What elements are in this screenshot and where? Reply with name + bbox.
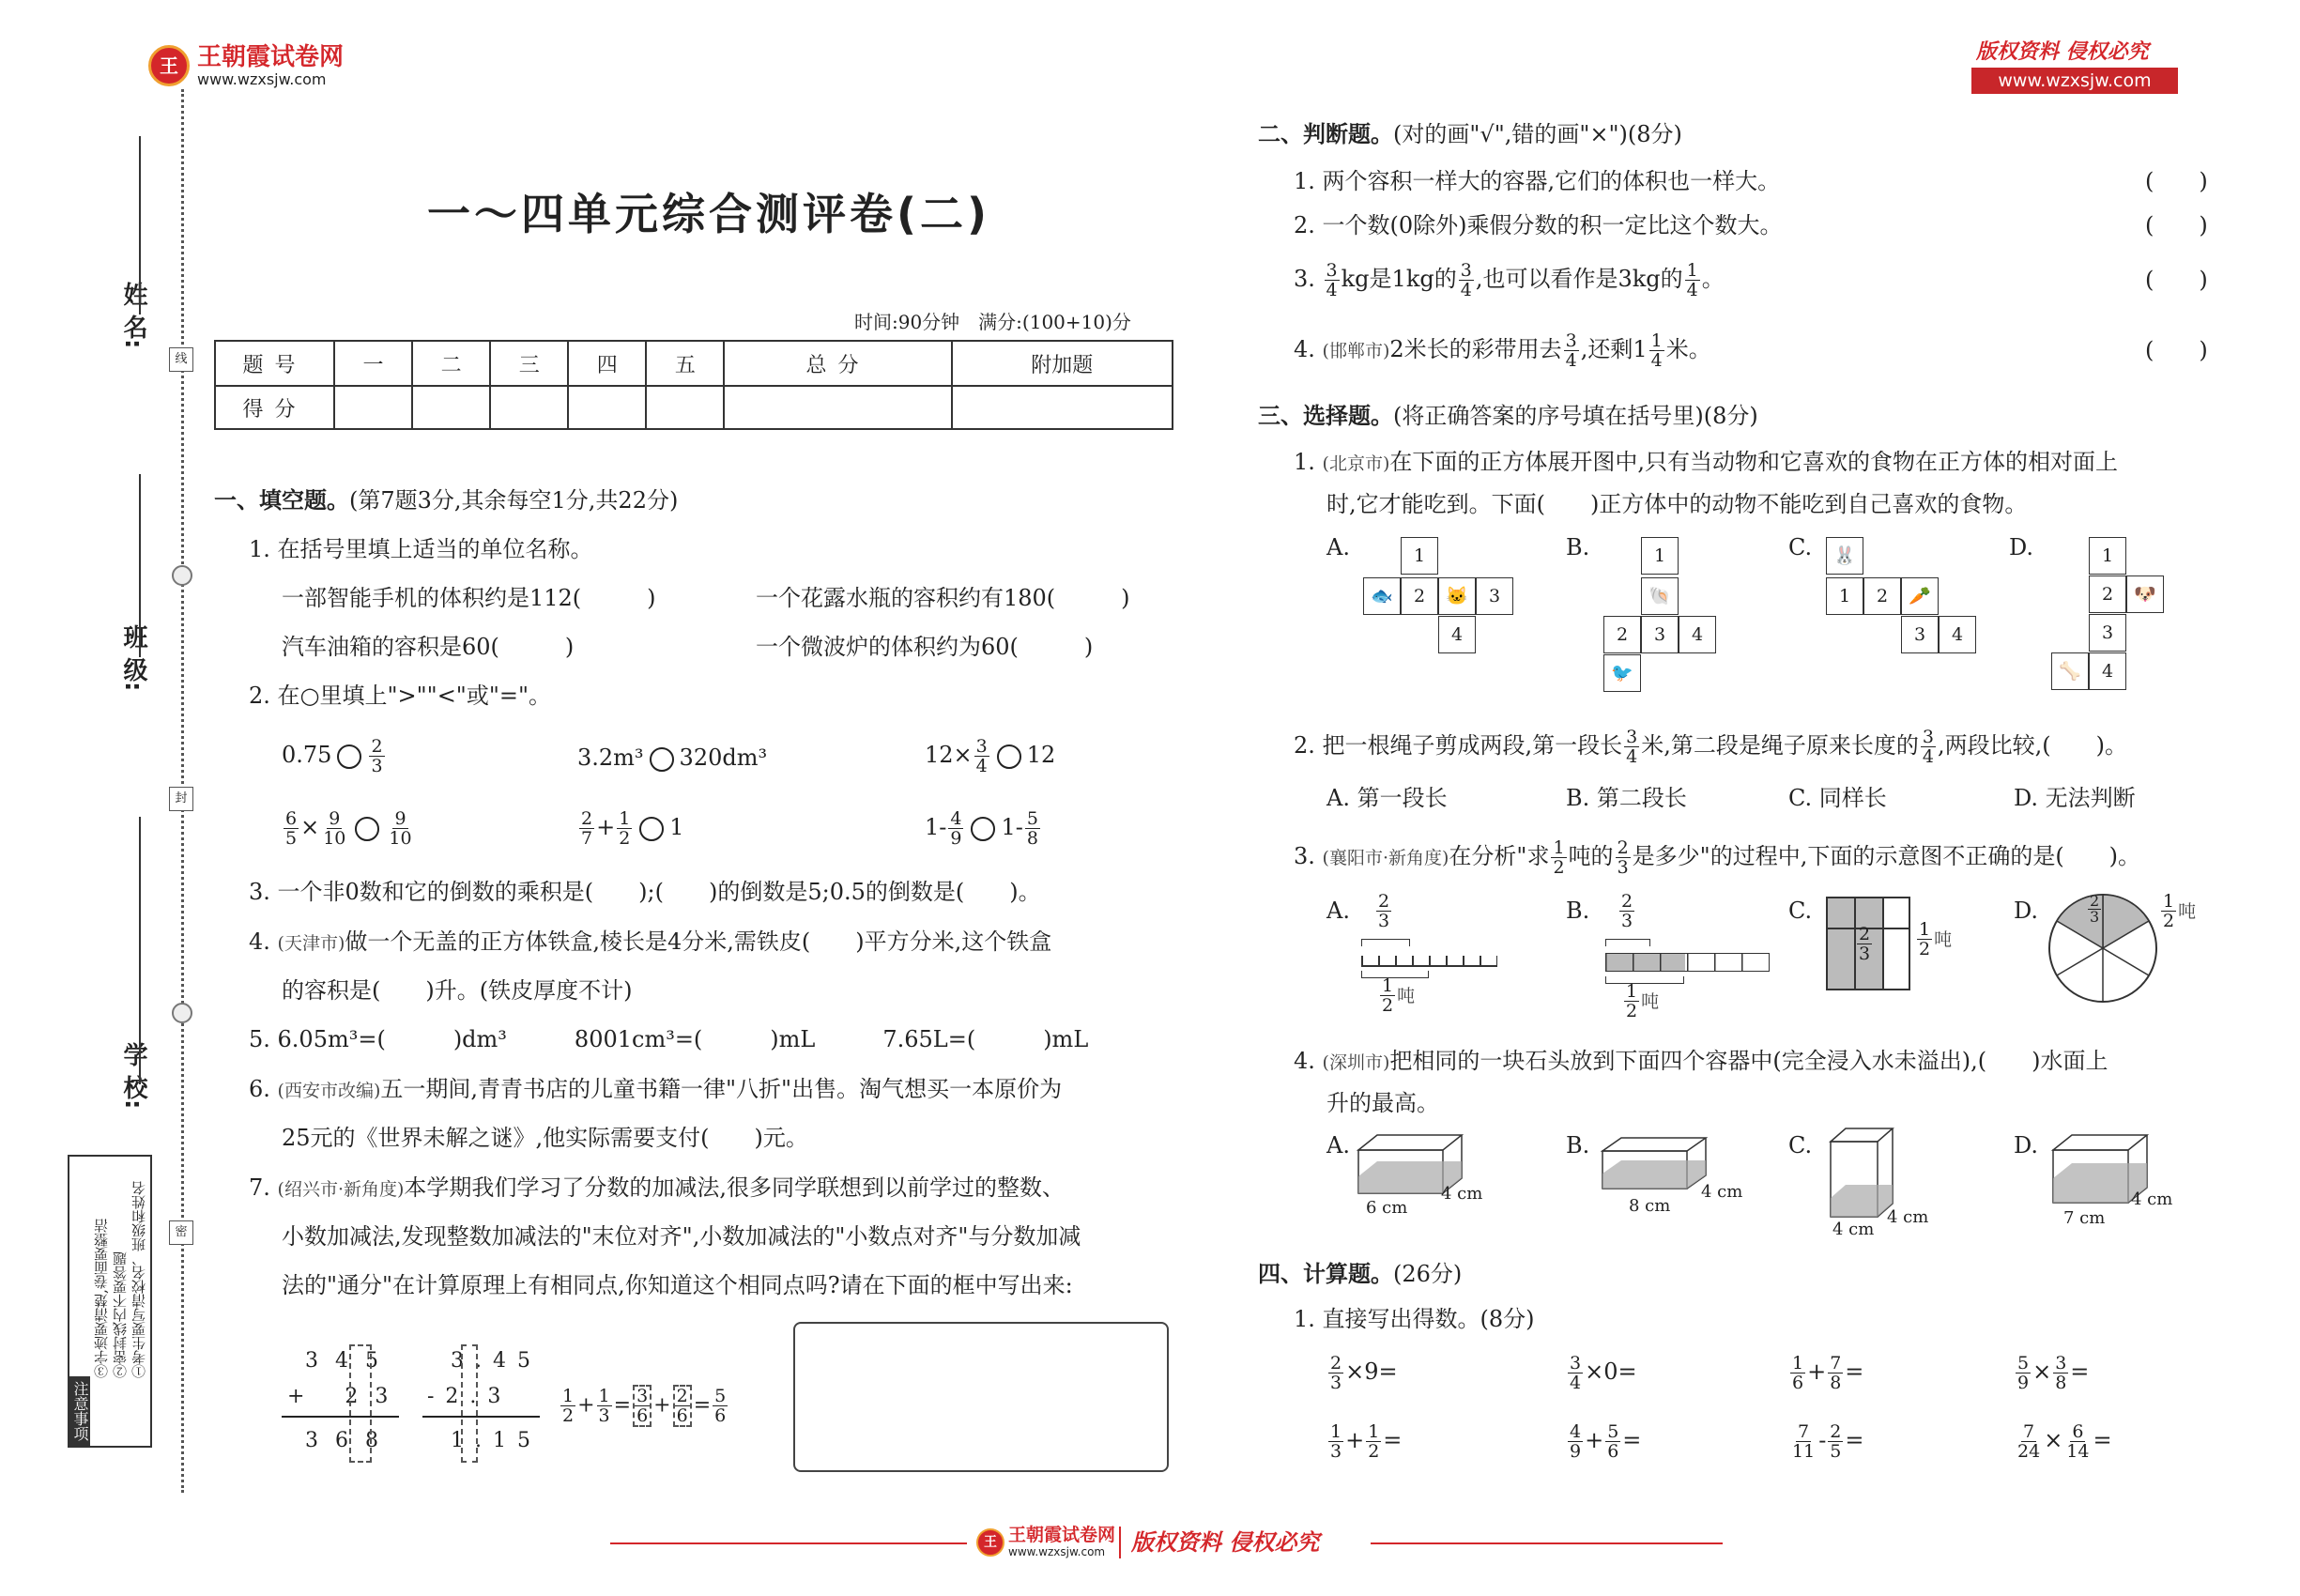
compare-circle[interactable] [355,817,379,841]
s1-q2-e5: $\frac{2}{7}$ + $\frac{1}{2}$ 1 [581,808,684,849]
net-c-cell: 4 [1939,616,1976,653]
note-1: ①考生要写清校名、班级和姓名 [130,1181,147,1378]
net-d-cell [2126,575,2164,613]
net-a-cell: 3 [1476,577,1513,615]
rabbit-icon: 🐰 [1833,545,1856,566]
net-a-cell: 1 [1401,537,1438,575]
s3-q4-l2: 升的最高。 [1326,1090,1439,1116]
net-b-cell: 4 [1679,616,1716,653]
hole-icon-2 [172,1003,192,1023]
calc-item-8[interactable]: $\frac{7}{24}$ × $\frac{6}{14}$ = [2017,1421,2112,1462]
score-th-1: 一 [334,341,412,386]
calc-item-3[interactable]: $\frac{1}{6}$ + $\frac{7}{8}$ = [1792,1353,1864,1393]
s1-title: 一、填空题。(第7题3分,其余每空1分,共22分) [214,487,679,514]
container-a-depth: 4 cm [1441,1184,1483,1204]
s2-title: 二、判断题。(对的画"√",错的画"×")(8分) [1258,121,1682,147]
diagA-brace-top [1361,939,1410,946]
s3-q3: 3. (襄阳市·新角度)在分析"求 $\frac{1}{2}$ 吨的 $\frac{2}{3}$ 是多少"的过程中,下面的示意图不正确的是( )。 [1294,837,2141,878]
calc2-line1: 3.45 [451,1349,542,1373]
calc1-highlight-box [349,1344,372,1463]
container-d-width: 7 cm [2063,1208,2106,1228]
s2-q4-paren[interactable]: ( ) [2145,337,2208,363]
s3-q4-l1: 4. (深圳市)把相同的一块石头放到下面四个容器中(完全浸入水未溢出),( )水面上 [1294,1048,2108,1074]
s2-q3: 3. $\frac{3}{4}$ kg是1kg的 $\frac{3}{4}$ ,也可以看作是3kg的 $\frac{1}{4}$ 。 [1294,260,1725,300]
s2-q4: 4. (邯郸市)2米长的彩带用去 $\frac{3}{4}$ ,还剩1 $\frac{1}{4}$ 米。 [1294,330,1711,371]
score-cell[interactable] [490,386,568,429]
score-cell[interactable] [568,386,646,429]
s1-q2-e4: $\frac{6}{5}$ × $\frac{9}{10}$ $\frac{9}{10}$ [285,808,412,849]
s1-q4-l2: 的容积是( )升。(铁皮厚度不计) [282,977,633,1004]
net-b-cell [1641,577,1679,615]
net-d-cell [2051,652,2089,690]
s4-title: 四、计算题。(26分) [1258,1261,1463,1287]
s3-q1-l1: 1. (北京市)在下面的正方体展开图中,只有当动物和它喜欢的食物在正方体的相对面上 [1294,449,2119,475]
container-c-depth: 4 cm [1887,1207,1929,1227]
cut-mark-3: 密 [169,1220,193,1245]
s1-q3: 3. 一个非0数和它的倒数的乘积是( );( )的倒数是5;0.5的倒数是( )。 [249,879,1041,905]
class-label: 班 级: [119,624,147,692]
diagB-label-top: $\frac{2}{3}$ [1621,891,1633,931]
calc1-result: 368 [305,1429,395,1452]
calc2-highlight-box [461,1344,478,1463]
s3-q4-opt-a[interactable]: A. [1326,1132,1350,1159]
s1-q1-a: 一部智能手机的体积约是112( ) [282,585,656,611]
footer-brand-url: www.wzxsjw.com [1008,1545,1106,1558]
s1-q2-e2: 3.2m³ 320dm³ [577,744,768,771]
s3-q3-opt-d[interactable]: D. [2014,898,2039,924]
calc2-line2: -2.3 [427,1385,513,1408]
compare-circle[interactable] [650,747,674,772]
calc1-line2: + 23 [287,1385,406,1408]
net-b-cell [1603,654,1641,692]
score-th-6: 总分 [724,341,951,386]
brand-url: www.wzxsjw.com [197,70,327,88]
s3-q1-opt-d[interactable]: D. [2009,534,2034,560]
s3-q1-opt-a[interactable]: A. [1326,534,1350,560]
calc-item-7[interactable]: $\frac{7}{11}$ - $\frac{2}{5}$ = [1792,1421,1864,1462]
net-c-cell: 1 [1826,577,1863,615]
s3-q2-opt-c[interactable]: C. 同样长 [1788,785,1887,811]
s1-q7-l1: 7. (绍兴市·新角度)本学期我们学习了分数的加减法,很多同学联想到以前学过的整数、 [249,1174,1066,1201]
exam-time-info: 时间:90分钟 满分:(100+10)分 [854,311,1131,333]
notes-box [68,1155,152,1448]
score-cell[interactable] [646,386,724,429]
container-b [1601,1136,1713,1192]
s2-q1: 1. 两个容积一样大的容器,它们的体积也一样大。 [1294,168,1781,194]
container-b-depth: 4 cm [1701,1182,1743,1202]
calc-item-6[interactable]: $\frac{4}{9}$ + $\frac{5}{6}$ = [1570,1421,1642,1462]
score-th-4: 四 [568,341,646,386]
s1-q2-e6: 1- $\frac{4}{9}$ 1- $\frac{5}{8}$ [925,808,1038,849]
diagA-label-bottom: $\frac{1}{2}$ 吨 [1382,975,1416,1016]
diagA-ticks [1361,956,1497,967]
footer-line-right [1371,1542,1723,1544]
s1-q6-l1: 6. (西安市改编)五一期间,青青书店的儿童书籍一律"八折"出售。淘气想买一本原价为 [249,1076,1063,1102]
s1-q1-c: 汽车油箱的容积是60( ) [282,634,575,660]
school-label: 学 校: [119,1042,147,1110]
cat-icon: 🐱 [1446,586,1468,606]
note-2: ②密封线内不要答题 [112,1251,129,1378]
s3-q4-opt-d[interactable]: D. [2014,1132,2039,1159]
net-d-cell: 3 [2089,614,2126,652]
calc1-rule [282,1416,399,1418]
s2-q2-paren[interactable]: ( ) [2145,212,2208,238]
net-d-cell: 4 [2089,652,2126,690]
net-c-cell: 3 [1901,616,1939,653]
s1-q5: 5. 6.05m³=( )dm³ 8001cm³=( )mL 7.65L=( )mL [249,1026,1089,1052]
net-d-cell: 1 [2089,537,2126,575]
name-label: 姓 名: [119,282,147,349]
net-c-cell: 2 [1863,577,1901,615]
notes-title: 注意事项 [69,1376,90,1446]
container-c-width: 4 cm [1832,1220,1875,1239]
diagB-brace-top [1605,939,1650,946]
s1-q6-l2: 25元的《世界未解之谜》,他实际需要支付( )元。 [282,1125,808,1151]
note-3: ③字迹要清楚,卷面要整洁 [93,1219,110,1378]
s3-q3-opt-a[interactable]: A. [1326,898,1350,924]
s3-q1-opt-b[interactable]: B. [1566,534,1590,560]
s1-q1-d: 一个微波炉的体积约为60( ) [756,634,1094,660]
diagC-label-side: $\frac{1}{2}$ 吨 [1919,919,1953,959]
container-b-width: 8 cm [1629,1196,1671,1216]
score-table-row [215,386,1173,429]
diagD-label-inner: $\frac{2}{3}$ [2090,892,2100,926]
name-line[interactable] [139,136,141,315]
calc2-rule [422,1416,540,1418]
net-d-cell: 2 [2089,575,2126,613]
diagB-label-bottom: $\frac{1}{2}$ 吨 [1626,981,1660,1021]
container-d-depth: 4 cm [2131,1189,2173,1209]
cut-mark-2: 封 [169,787,193,811]
s3-q4-opt-c[interactable]: C. [1788,1132,1813,1159]
footer-logo: 王 [976,1528,1004,1557]
shell-icon: 🐚 [1648,586,1671,606]
s3-title: 三、选择题。(将正确答案的序号填在括号里)(8分) [1258,403,1758,429]
copyright-url-box: www.wzxsjw.com [1971,68,2178,94]
s1-q2-e1: 0.75 $\frac{2}{3}$ [282,736,383,776]
carrot-icon: 🥕 [1909,586,1931,606]
s1-q4-l1: 4. (天津市)做一个无盖的正方体铁盒,棱长是4分米,需铁皮( )平方分米,这个铁盒 [249,928,1052,955]
exam-title: 一～四单元综合测评卷(二) [427,189,991,239]
score-cell[interactable] [412,386,490,429]
score-th-5: 五 [646,341,724,386]
s1-q2-stem: 2. 在○里填上">""<"或"="。 [249,683,552,709]
s2-q3-paren[interactable]: ( ) [2145,267,2208,293]
score-th-2: 二 [412,341,490,386]
s1-q1-b: 一个花露水瓶的容积约有180( ) [756,585,1130,611]
score-th-7: 附加题 [952,341,1173,386]
score-table [214,340,1173,430]
net-c-cell [1901,577,1939,615]
s3-q2-opt-b[interactable]: B. 第二段长 [1566,785,1687,811]
score-cell[interactable] [952,386,1173,429]
container-a-width: 6 cm [1366,1198,1408,1218]
copyright-text: 版权资料 侵权必究 [1976,39,2149,64]
calc-item-2[interactable]: $\frac{3}{4}$ ×0= [1570,1353,1637,1393]
calc-item-1[interactable]: $\frac{2}{3}$ ×9= [1330,1353,1398,1393]
score-cell[interactable] [334,386,412,429]
compare-circle[interactable] [997,744,1021,769]
diagB-bar-ticks [1605,953,1770,972]
brand-name: 王朝霞试卷网 [197,43,345,71]
net-a-cell: 2 [1401,577,1438,615]
score-th-0: 题号 [215,341,334,386]
footer-divider [1119,1527,1121,1558]
footer-brand-name: 王朝霞试卷网 [1008,1525,1116,1545]
school-line[interactable] [139,817,141,1084]
footer-line-left [610,1542,967,1544]
calc2-result: 1.15 [451,1429,542,1452]
footer-copyright: 版权资料 侵权必究 [1131,1528,1320,1556]
s3-q2: 2. 把一根绳子剪成两段,第一段长 $\frac{3}{4}$ 米,第二段是绳子原来长度的 $\frac{3}{4}$ ,两段比较,( )。 [1294,727,2127,767]
s3-q3-opt-b[interactable]: B. [1566,898,1590,924]
s3-q2-opt-d[interactable]: D. 无法判断 [2014,785,2136,811]
s3-q2-opt-a[interactable]: A. 第一段长 [1326,785,1448,811]
s1-q7-l3: 法的"通分"在计算原理上有相同点,你知道这个相同点吗?请在下面的框中写出来: [282,1272,1073,1298]
net-b-cell: 2 [1603,616,1641,653]
diagC-label-inner: $\frac{2}{3}$ [1859,924,1871,964]
s3-q3-opt-c[interactable]: C. [1788,898,1813,924]
score-cell[interactable] [724,386,951,429]
diagA-label-top: $\frac{2}{3}$ [1378,891,1390,931]
answer-box[interactable] [793,1322,1169,1472]
compare-circle[interactable] [639,817,664,841]
diagD-label-side: $\frac{1}{2}$ 吨 [2163,891,2197,931]
s1-q2-e3: 12× $\frac{3}{4}$ 12 [925,736,1056,776]
score-th-3: 三 [490,341,568,386]
calc-item-4[interactable]: $\frac{5}{9}$ × $\frac{3}{8}$ = [2017,1353,2090,1393]
net-b-cell: 1 [1641,537,1679,575]
net-c-cell [1826,537,1863,575]
calc-item-5[interactable]: $\frac{1}{3}$ + $\frac{1}{2}$ = [1330,1421,1403,1462]
fish-icon: 🐟 [1371,586,1393,606]
diagC-vline2 [1882,897,1884,990]
class-line[interactable] [139,474,141,657]
cut-mark-1: 线 [169,347,193,372]
s1-q1-stem: 1. 在括号里填上适当的单位名称。 [249,536,593,562]
hole-icon-1 [172,565,192,586]
net-a-cell: 4 [1438,616,1476,653]
score-table-header [215,341,1173,386]
s1-q7-l2: 小数加减法,发现整数加减法的"末位对齐",小数加减法的"小数点对齐"与分数加减 [282,1223,1081,1250]
score-row-label: 得分 [215,386,334,429]
net-a-cell [1438,577,1476,615]
calc3-fractions: $\frac{1}{2}$ + $\frac{1}{3}$ = $\frac{3}{6}$ + $\frac{2}{6}$ = $\frac{5}{6}$ [562,1386,727,1426]
compare-circle[interactable] [971,817,995,841]
net-b-cell: 3 [1641,616,1679,653]
s3-q1-opt-c[interactable]: C. [1788,534,1813,560]
dog-icon: 🐶 [2134,584,2156,605]
net-a-cell [1363,577,1401,615]
s3-q4-opt-b[interactable]: B. [1566,1132,1590,1159]
calc1-line1: 345 [305,1349,395,1373]
s3-q1-l2: 时,它才能吃到。下面( )正方体中的动物不能吃到自己喜欢的食物。 [1326,491,2028,517]
s4-q1: 1. 直接写出得数。(8分) [1294,1306,1535,1332]
s2-q1-paren[interactable]: ( ) [2145,168,2208,194]
bird-icon: 🐦 [1611,663,1633,683]
s2-q2: 2. 一个数(0除外)乘假分数的积一定比这个数大。 [1294,212,1783,238]
bone-icon: 🦴 [2059,661,2081,682]
compare-circle[interactable] [337,744,361,769]
brand-logo: 王 [148,45,190,86]
